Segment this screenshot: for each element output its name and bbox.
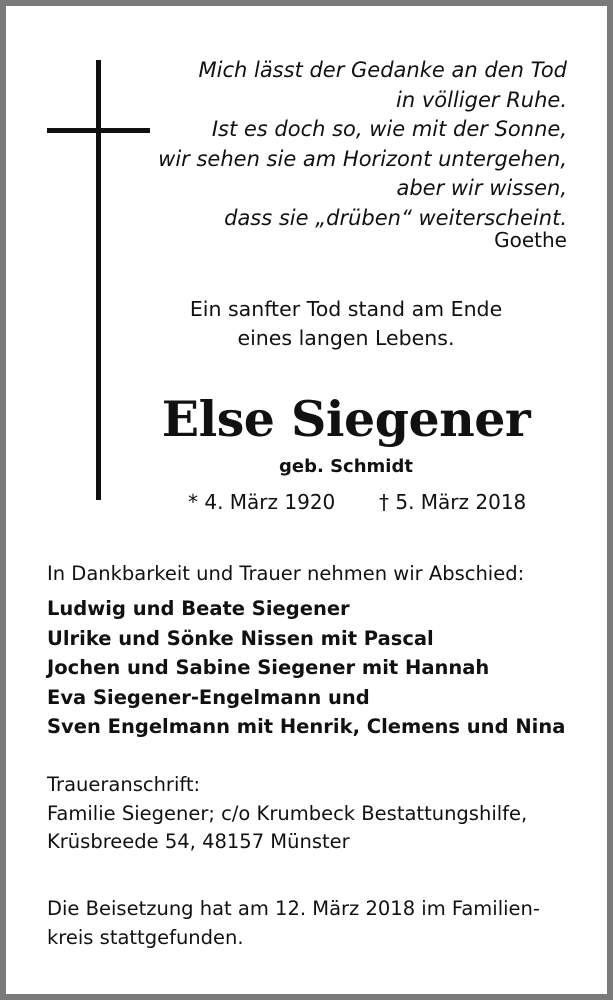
sentence-line: Ein sanfter Tod stand am Ende: [189, 297, 503, 321]
maiden-name: geb. Schmidt: [279, 456, 413, 477]
poem-author: Goethe: [494, 228, 567, 252]
mourner: Sven Engelmann mit Henrik, Clemens und Nina: [47, 715, 566, 738]
obituary-notice: [6, 6, 607, 994]
burial-note: [47, 895, 540, 952]
memorial-sentence: [146, 295, 546, 353]
deceased-name: Else Siegener: [161, 390, 531, 448]
poem: [87, 56, 567, 233]
poem-line: aber wir wissen,: [396, 176, 567, 200]
mourner: Eva Siegener-Engelmann und: [47, 685, 370, 709]
burial-line: kreis stattgefunden.: [47, 925, 244, 949]
poem-line: wir sehen sie am Horizont untergehen,: [158, 146, 567, 171]
mourner: Jochen und Sabine Siegener mit Hannah: [47, 656, 490, 679]
death-date: † 5. März 2018: [379, 490, 527, 514]
sentence-line: eines langen Lebens.: [237, 326, 455, 350]
mourners-list: [47, 594, 565, 742]
mourning-address: [47, 771, 527, 857]
address-line: Traueranschrift:: [47, 773, 201, 796]
poem-line: dass sie „drüben“ weiterscheint.: [224, 205, 567, 230]
mourner: Ulrike und Sönke Nissen mit Pascal: [47, 626, 434, 650]
birth-date: * 4. März 1920: [188, 490, 336, 514]
mourner: Ludwig und Beate Siegener: [47, 597, 350, 620]
farewell-line: In Dankbarkeit und Trauer nehmen wir Abschied:: [47, 562, 525, 585]
poem-line: in völliger Ruhe.: [396, 87, 567, 112]
burial-line: Die Beisetzung hat am 12. März 2018 im Familien-: [47, 897, 540, 920]
address-line: Krüsbreede 54, 48157 Münster: [47, 830, 350, 853]
poem-line: Mich lässt der Gedanke an den Tod: [198, 58, 567, 82]
poem-line: Ist es doch so, wie mit der Sonne,: [211, 117, 567, 141]
address-line: Familie Siegener; c/o Krumbeck Bestattungshilfe,: [47, 801, 528, 825]
